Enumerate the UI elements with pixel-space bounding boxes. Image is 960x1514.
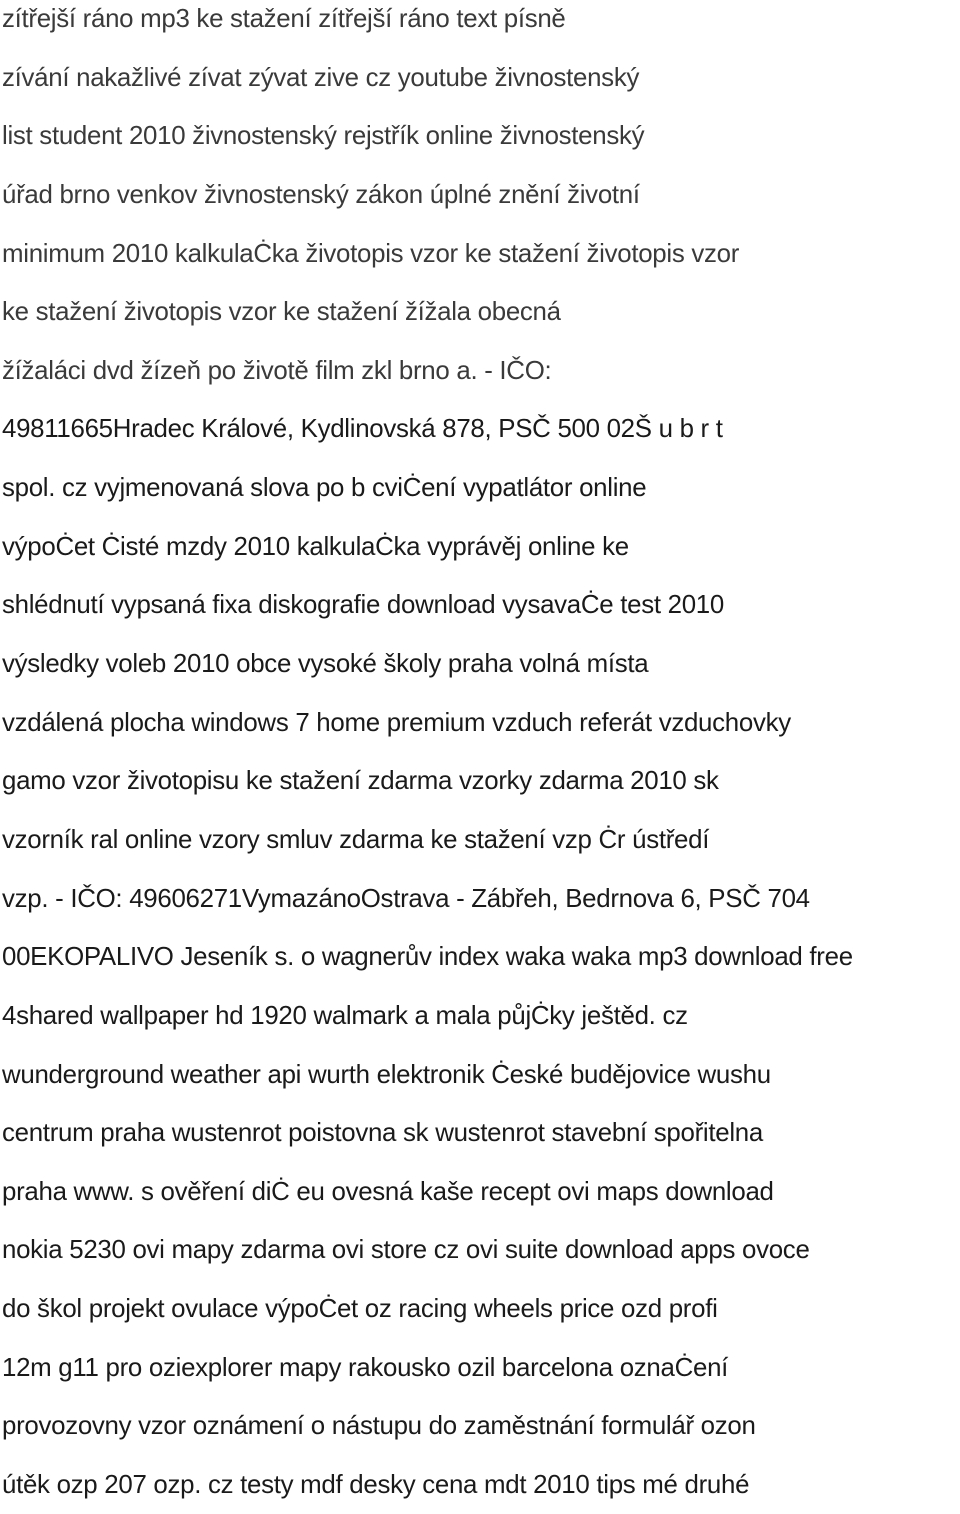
text-line: praha www. s ověření diĊ eu ovesná kaše recept ovi maps download <box>2 1175 774 1206</box>
text-line: 49811665Hradec Králové, Kydlinovská 878, PSČ 500 02Š u b r t <box>2 413 723 444</box>
text-line: vzorník ral online vzory smluv zdarma ke stažení vzp Ċr ústředí <box>2 823 710 854</box>
text-line: výsledky voleb 2010 obce vysoké školy praha volná místa <box>2 648 649 679</box>
text-line: spol. cz vyjmenovaná slova po b cviĊení vypatlátor online <box>2 472 647 503</box>
text-line: útěk ozp 207 ozp. cz testy mdf desky cena mdt 2010 tips mé druhé <box>2 1469 750 1500</box>
text-line: výpoĊet Ċisté mzdy 2010 kalkulaĊka vyprávěj online ke <box>2 530 629 561</box>
text-line: zívání nakažlivé zívat zývat zive cz youtube živnostenský <box>2 61 640 92</box>
text-line: wunderground weather api wurth elektronik Ċeské budějovice wushu <box>2 1058 771 1089</box>
text-line: centrum praha wustenrot poistovna sk wustenrot stavební spořitelna <box>2 1117 763 1148</box>
text-line: nokia 5230 ovi mapy zdarma ovi store cz ovi suite download apps ovoce <box>2 1234 810 1265</box>
text-line: ke stažení životopis vzor ke stažení žížala obecná <box>2 296 561 327</box>
text-line: list student 2010 živnostenský rejstřík online živnostenský <box>2 120 645 151</box>
text-line: žížaláci dvd žízeň po životě film zkl brno a. - IČO: <box>2 354 552 385</box>
text-line: vzdálená plocha windows 7 home premium vzduch referát vzduchovky <box>2 706 791 737</box>
text-line: minimum 2010 kalkulaĊka životopis vzor ke stažení životopis vzor <box>2 237 740 268</box>
text-line: do škol projekt ovulace výpoĊet oz racing wheels price ozd profi <box>2 1293 718 1324</box>
text-line: úřad brno venkov živnostenský zákon úplné znění životní <box>2 178 640 209</box>
text-line: 4shared wallpaper hd 1920 walmark a mala půjĊky ještěd. cz <box>2 999 688 1030</box>
text-line: shlédnutí vypsaná fixa diskografie download vysavaĊe test 2010 <box>2 589 724 620</box>
text-line: provozovny vzor oznámení o nástupu do zaměstnání formulář ozon <box>2 1410 756 1441</box>
text-line: vzp. - IČO: 49606271VymazánoOstrava - Zábřeh, Bedrnova 6, PSČ 704 <box>2 882 810 913</box>
document-body <box>2 0 960 1514</box>
text-line: zítřejší ráno mp3 ke stažení zítřejší ráno text písně <box>2 3 566 33</box>
text-line: gamo vzor životopisu ke stažení zdarma vzorky zdarma 2010 sk <box>2 765 719 796</box>
text-line: 00EKOPALIVO Jeseník s. o wagnerův index waka waka mp3 download free <box>2 941 853 972</box>
text-line: 12m g11 pro oziexplorer mapy rakousko ozil barcelona oznaĊení <box>2 1351 729 1382</box>
